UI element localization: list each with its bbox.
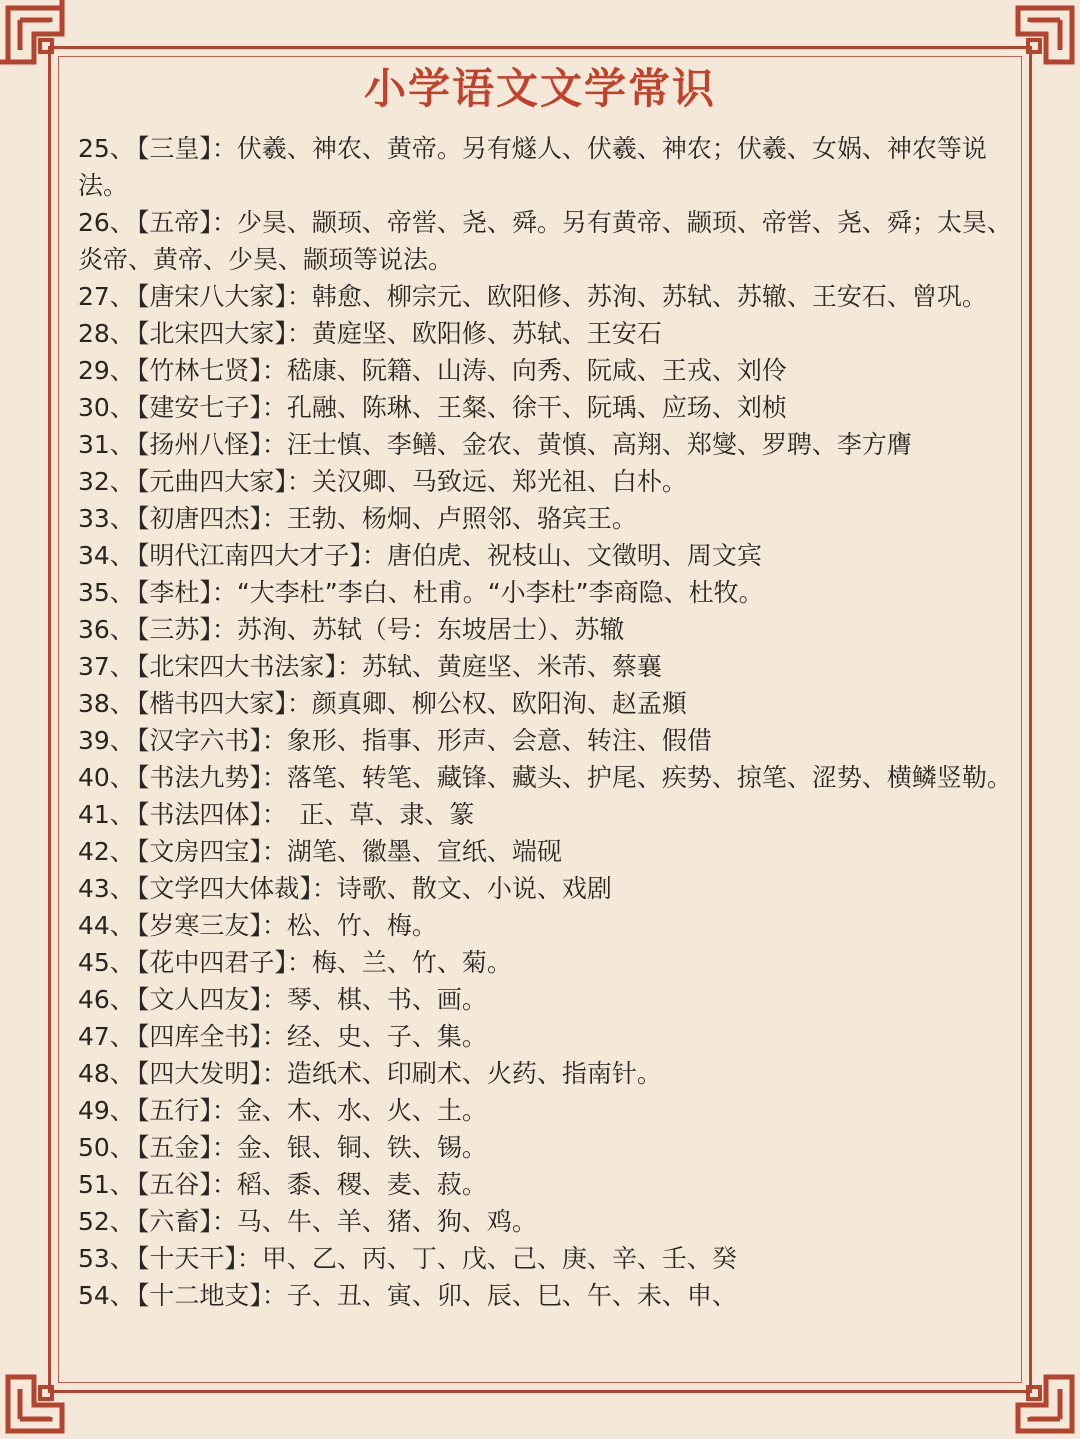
item-text: 【扬州八怪】：汪士慎、李鳝、金农、黄慎、高翔、郑燮、罗聘、李方膺 [136,430,912,459]
list-item [78,796,1018,833]
item-text: 【三皇】：伏羲、神农、黄帝。另有燧人、伏羲、神农；伏羲、女娲、神农等说法。 [78,134,987,200]
list-item [78,981,1018,1018]
corner-ornament-icon [0,1349,90,1439]
list-item [78,685,1018,722]
item-number: 31、 [78,430,135,459]
item-text: 【初唐四杰】：王勃、杨炯、卢照邻、骆宾王。 [136,504,637,533]
item-text: 【花中四君子】：梅、兰、竹、菊。 [136,948,512,977]
list-item [78,130,1018,204]
item-number: 25、 [78,134,135,163]
item-text: 【唐宋八大家】：韩愈、柳宗元、欧阳修、苏洵、苏轼、苏辙、王安石、曾巩。 [136,282,987,311]
page-title: 小学语文文学常识 [363,64,716,113]
list-item [78,574,1018,611]
item-text: 【文学四大体裁】：诗歌、散文、小说、戏剧 [136,874,612,903]
list-item [78,833,1018,870]
item-number: 48、 [78,1059,135,1088]
item-number: 50、 [78,1133,135,1162]
item-number: 30、 [78,393,135,422]
item-number: 39、 [78,726,135,755]
item-number: 38、 [78,689,135,718]
list-item [78,870,1018,907]
item-number: 35、 [78,578,135,607]
item-text: 【李杜】：“大李杜”李白、杜甫。“小李杜”李商隐、杜牧。 [136,578,764,607]
list-item [78,1240,1018,1277]
list-item [78,1092,1018,1129]
item-number: 34、 [78,541,135,570]
item-number: 32、 [78,467,135,496]
item-text: 【明代江南四大才子】：唐伯虎、祝枝山、文徵明、周文宾 [136,541,762,570]
knowledge-list [78,130,1018,1314]
item-number: 28、 [78,319,135,348]
item-text: 【书法九势】：落笔、转笔、藏锋、藏头、护尾、疾势、掠笔、涩势、横鳞竖勒。 [136,763,1012,792]
item-text: 【十二地支】：子、丑、寅、卯、辰、巳、午、未、申、 [136,1281,737,1310]
item-number: 36、 [78,615,135,644]
item-text: 【元曲四大家】：关汉卿、马致远、郑光祖、白朴。 [136,467,687,496]
list-item [78,722,1018,759]
item-number: 45、 [78,948,135,977]
item-number: 29、 [78,356,135,385]
item-text: 【三苏】：苏洵、苏轼（号：东坡居士）、苏辙 [136,615,625,644]
item-text: 【文房四宝】：湖笔、徽墨、宣纸、端砚 [136,837,562,866]
corner-ornament-icon [990,1349,1080,1439]
list-item [78,1129,1018,1166]
item-text: 【北宋四大书法家】：苏轼、黄庭坚、米芾、蔡襄 [136,652,662,681]
item-text: 【五谷】：稻、黍、稷、麦、菽。 [136,1170,487,1199]
item-text: 【楷书四大家】：颜真卿、柳公权、欧阳洵、赵孟頫 [136,689,687,718]
item-text: 【五帝】：少昊、颛顼、帝喾、尧、舜。另有黄帝、颛顼、帝喾、尧、舜；太昊、炎帝、黄帝、少昊、颛顼等说法。 [78,208,1012,274]
list-item [78,1055,1018,1092]
list-item [78,648,1018,685]
item-number: 41、 [78,800,135,829]
list-item [78,204,1018,278]
item-text: 【五金】：金、银、铜、铁、锡。 [136,1133,487,1162]
item-text: 【六畜】：马、牛、羊、猪、狗、鸡。 [136,1207,537,1236]
item-text: 【十天干】：甲、乙、丙、丁、戊、己、庚、辛、壬、癸 [136,1244,737,1273]
list-item [78,1166,1018,1203]
list-item [78,759,1018,796]
item-text: 【文人四友】：琴、棋、书、画。 [136,985,487,1014]
item-text: 【汉字六书】：象形、指事、形声、会意、转注、假借 [136,726,712,755]
item-number: 43、 [78,874,135,903]
item-number: 27、 [78,282,135,311]
item-text: 【竹林七贤】：嵇康、阮籍、山涛、向秀、阮咸、王戎、刘伶 [136,356,787,385]
item-number: 26、 [78,208,135,237]
list-item [78,1277,1018,1314]
item-text: 【书法四体】： 正、草、隶、篆 [136,800,475,829]
list-item [78,611,1018,648]
list-item [78,315,1018,352]
item-number: 46、 [78,985,135,1014]
list-item [78,463,1018,500]
list-item [78,426,1018,463]
item-number: 53、 [78,1244,135,1273]
list-item [78,500,1018,537]
item-number: 51、 [78,1170,135,1199]
item-number: 47、 [78,1022,135,1051]
item-text: 【岁寒三友】：松、竹、梅。 [136,911,437,940]
item-number: 52、 [78,1207,135,1236]
item-text: 【建安七子】：孔融、陈琳、王粲、徐干、阮瑀、应玚、刘桢 [136,393,787,422]
item-number: 42、 [78,837,135,866]
item-text: 【北宋四大家】：黄庭坚、欧阳修、苏轼、王安石 [136,319,662,348]
item-number: 33、 [78,504,135,533]
item-number: 37、 [78,652,135,681]
list-item [78,944,1018,981]
item-text: 【四库全书】：经、史、子、集。 [136,1022,487,1051]
item-number: 44、 [78,911,135,940]
list-item [78,537,1018,574]
item-text: 【四大发明】：造纸术、印刷术、火药、指南针。 [136,1059,662,1088]
list-item [78,389,1018,426]
list-item [78,352,1018,389]
item-number: 49、 [78,1096,135,1125]
item-text: 【五行】：金、木、水、火、土。 [136,1096,487,1125]
list-item [78,278,1018,315]
list-item [78,1018,1018,1055]
list-item [78,907,1018,944]
list-item [78,1203,1018,1240]
item-number: 54、 [78,1281,135,1310]
item-number: 40、 [78,763,135,792]
